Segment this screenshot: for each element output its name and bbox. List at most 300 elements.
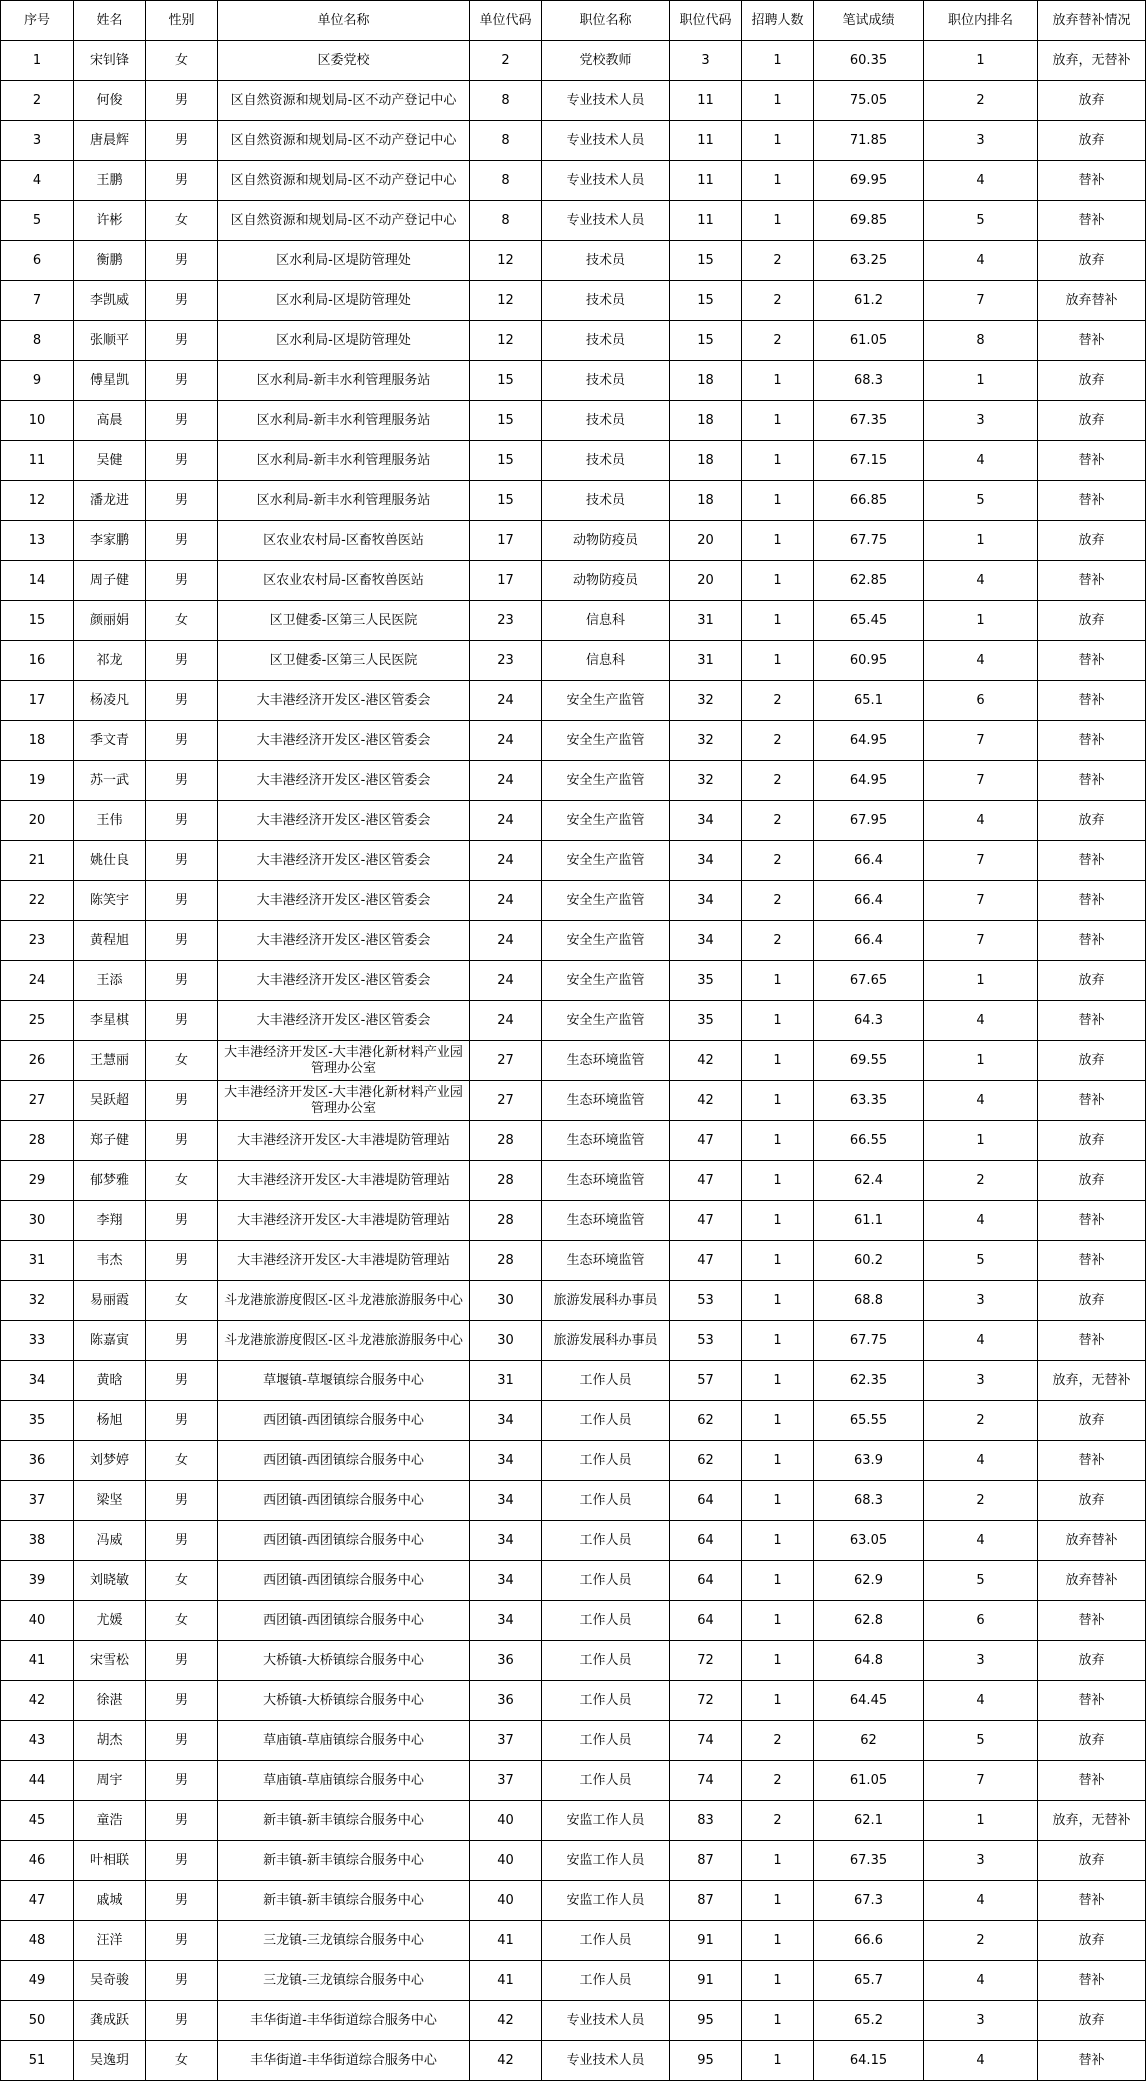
cell-hire-count: 1 xyxy=(742,1241,814,1281)
cell-status: 放弃 xyxy=(1038,81,1146,121)
cell-exam-score: 67.35 xyxy=(814,401,924,441)
cell-gender: 男 xyxy=(146,761,218,801)
cell-unit-name: 草庙镇-草庙镇综合服务中心 xyxy=(218,1721,470,1761)
cell-hire-count: 1 xyxy=(742,401,814,441)
cell-hire-count: 2 xyxy=(742,801,814,841)
cell-unit-code: 34 xyxy=(470,1521,542,1561)
cell-index: 31 xyxy=(1,1241,74,1281)
cell-hire-count: 2 xyxy=(742,281,814,321)
cell-index: 36 xyxy=(1,1441,74,1481)
cell-name: 许彬 xyxy=(74,201,146,241)
cell-hire-count: 1 xyxy=(742,1321,814,1361)
cell-hire-count: 1 xyxy=(742,161,814,201)
cell-hire-count: 1 xyxy=(742,1361,814,1401)
cell-exam-score: 68.3 xyxy=(814,1481,924,1521)
cell-gender: 男 xyxy=(146,241,218,281)
cell-position-name: 信息科 xyxy=(542,601,670,641)
table-row xyxy=(1,761,1146,801)
table-row xyxy=(1,1601,1146,1641)
table-row xyxy=(1,1481,1146,1521)
cell-unit-name: 区自然资源和规划局-区不动产登记中心 xyxy=(218,81,470,121)
cell-name: 韦杰 xyxy=(74,1241,146,1281)
cell-position-rank: 2 xyxy=(924,1481,1038,1521)
cell-position-code: 15 xyxy=(670,321,742,361)
cell-index: 25 xyxy=(1,1001,74,1041)
cell-gender: 女 xyxy=(146,1161,218,1201)
cell-gender: 男 xyxy=(146,881,218,921)
cell-hire-count: 1 xyxy=(742,961,814,1001)
cell-position-rank: 4 xyxy=(924,1961,1038,2001)
cell-exam-score: 64.45 xyxy=(814,1681,924,1721)
cell-position-rank: 5 xyxy=(924,481,1038,521)
header-col-position-name: 职位名称 xyxy=(542,1,670,41)
cell-position-rank: 4 xyxy=(924,1681,1038,1721)
cell-index: 7 xyxy=(1,281,74,321)
cell-hire-count: 2 xyxy=(742,321,814,361)
cell-index: 1 xyxy=(1,41,74,81)
table-row xyxy=(1,961,1146,1001)
cell-index: 16 xyxy=(1,641,74,681)
cell-index: 47 xyxy=(1,1881,74,1921)
cell-position-rank: 1 xyxy=(924,521,1038,561)
cell-hire-count: 2 xyxy=(742,1721,814,1761)
cell-position-code: 87 xyxy=(670,1881,742,1921)
cell-name: 姚仕良 xyxy=(74,841,146,881)
cell-unit-code: 28 xyxy=(470,1241,542,1281)
cell-position-name: 旅游发展科办事员 xyxy=(542,1321,670,1361)
cell-name: 张顺平 xyxy=(74,321,146,361)
table-row xyxy=(1,641,1146,681)
cell-status: 替补 xyxy=(1038,721,1146,761)
table-row xyxy=(1,1401,1146,1441)
cell-hire-count: 1 xyxy=(742,1601,814,1641)
cell-position-rank: 7 xyxy=(924,281,1038,321)
header-col-name: 姓名 xyxy=(74,1,146,41)
header-col-position-code: 职位代码 xyxy=(670,1,742,41)
header-col-hire-count: 招聘人数 xyxy=(742,1,814,41)
cell-position-rank: 7 xyxy=(924,761,1038,801)
cell-position-rank: 5 xyxy=(924,1561,1038,1601)
cell-unit-name: 大丰港经济开发区-港区管委会 xyxy=(218,681,470,721)
cell-position-code: 42 xyxy=(670,1041,742,1081)
cell-index: 5 xyxy=(1,201,74,241)
cell-position-rank: 4 xyxy=(924,801,1038,841)
cell-status: 替补 xyxy=(1038,1601,1146,1641)
cell-exam-score: 60.2 xyxy=(814,1241,924,1281)
cell-status: 替补 xyxy=(1038,561,1146,601)
cell-position-rank: 2 xyxy=(924,1401,1038,1441)
cell-exam-score: 62.85 xyxy=(814,561,924,601)
cell-position-rank: 4 xyxy=(924,1881,1038,1921)
cell-unit-name: 区水利局-新丰水利管理服务站 xyxy=(218,481,470,521)
cell-hire-count: 1 xyxy=(742,481,814,521)
cell-position-rank: 2 xyxy=(924,1921,1038,1961)
cell-gender: 男 xyxy=(146,361,218,401)
cell-position-code: 47 xyxy=(670,1201,742,1241)
cell-exam-score: 71.85 xyxy=(814,121,924,161)
cell-hire-count: 1 xyxy=(742,1001,814,1041)
cell-name: 叶相联 xyxy=(74,1841,146,1881)
cell-status: 替补 xyxy=(1038,921,1146,961)
cell-exam-score: 66.6 xyxy=(814,1921,924,1961)
cell-unit-code: 34 xyxy=(470,1401,542,1441)
cell-unit-name: 三龙镇-三龙镇综合服务中心 xyxy=(218,1921,470,1961)
table-row xyxy=(1,1201,1146,1241)
cell-gender: 男 xyxy=(146,1361,218,1401)
cell-status: 替补 xyxy=(1038,1321,1146,1361)
cell-index: 20 xyxy=(1,801,74,841)
cell-unit-code: 31 xyxy=(470,1361,542,1401)
cell-position-code: 3 xyxy=(670,41,742,81)
cell-hire-count: 1 xyxy=(742,441,814,481)
cell-position-name: 工作人员 xyxy=(542,1361,670,1401)
cell-gender: 男 xyxy=(146,1801,218,1841)
cell-position-name: 工作人员 xyxy=(542,1761,670,1801)
cell-hire-count: 1 xyxy=(742,1921,814,1961)
cell-name: 梁坚 xyxy=(74,1481,146,1521)
cell-position-code: 18 xyxy=(670,361,742,401)
cell-unit-code: 34 xyxy=(470,1441,542,1481)
cell-position-code: 20 xyxy=(670,561,742,601)
table-row xyxy=(1,801,1146,841)
cell-hire-count: 1 xyxy=(742,2001,814,2041)
cell-position-code: 34 xyxy=(670,921,742,961)
cell-position-name: 生态环境监管 xyxy=(542,1161,670,1201)
cell-exam-score: 60.35 xyxy=(814,41,924,81)
cell-position-code: 47 xyxy=(670,1121,742,1161)
cell-position-code: 15 xyxy=(670,281,742,321)
cell-exam-score: 66.4 xyxy=(814,841,924,881)
cell-exam-score: 68.3 xyxy=(814,361,924,401)
cell-exam-score: 63.05 xyxy=(814,1521,924,1561)
cell-index: 44 xyxy=(1,1761,74,1801)
cell-gender: 男 xyxy=(146,1641,218,1681)
cell-hire-count: 1 xyxy=(742,1881,814,1921)
cell-gender: 男 xyxy=(146,1961,218,2001)
cell-index: 17 xyxy=(1,681,74,721)
cell-unit-code: 15 xyxy=(470,361,542,401)
cell-position-rank: 7 xyxy=(924,1761,1038,1801)
cell-index: 26 xyxy=(1,1041,74,1081)
cell-position-name: 技术员 xyxy=(542,281,670,321)
cell-hire-count: 1 xyxy=(742,201,814,241)
cell-gender: 女 xyxy=(146,41,218,81)
cell-unit-code: 30 xyxy=(470,1321,542,1361)
cell-gender: 男 xyxy=(146,161,218,201)
table-row xyxy=(1,1241,1146,1281)
cell-position-name: 旅游发展科办事员 xyxy=(542,1281,670,1321)
cell-index: 8 xyxy=(1,321,74,361)
cell-unit-code: 23 xyxy=(470,601,542,641)
cell-status: 替补 xyxy=(1038,1241,1146,1281)
cell-position-rank: 7 xyxy=(924,841,1038,881)
cell-unit-name: 区自然资源和规划局-区不动产登记中心 xyxy=(218,201,470,241)
cell-status: 放弃 xyxy=(1038,1401,1146,1441)
cell-status: 替补 xyxy=(1038,1081,1146,1121)
cell-hire-count: 1 xyxy=(742,1041,814,1081)
cell-exam-score: 65.45 xyxy=(814,601,924,641)
cell-position-name: 技术员 xyxy=(542,401,670,441)
cell-hire-count: 1 xyxy=(742,641,814,681)
cell-position-name: 安全生产监管 xyxy=(542,761,670,801)
table-row xyxy=(1,281,1146,321)
cell-unit-name: 大丰港经济开发区-港区管委会 xyxy=(218,761,470,801)
cell-position-rank: 6 xyxy=(924,1601,1038,1641)
cell-hire-count: 1 xyxy=(742,81,814,121)
table-row xyxy=(1,1641,1146,1681)
cell-index: 40 xyxy=(1,1601,74,1641)
cell-gender: 男 xyxy=(146,1761,218,1801)
cell-name: 宋雪松 xyxy=(74,1641,146,1681)
cell-exam-score: 64.8 xyxy=(814,1641,924,1681)
cell-hire-count: 1 xyxy=(742,1641,814,1681)
cell-unit-code: 15 xyxy=(470,401,542,441)
cell-name: 尤媛 xyxy=(74,1601,146,1641)
cell-unit-name: 丰华街道-丰华街道综合服务中心 xyxy=(218,2001,470,2041)
cell-position-code: 32 xyxy=(670,761,742,801)
cell-unit-code: 27 xyxy=(470,1081,542,1121)
cell-position-name: 工作人员 xyxy=(542,1921,670,1961)
cell-unit-name: 西团镇-西团镇综合服务中心 xyxy=(218,1401,470,1441)
header-col-index: 序号 xyxy=(1,1,74,41)
cell-unit-name: 西团镇-西团镇综合服务中心 xyxy=(218,1601,470,1641)
cell-status: 放弃，无替补 xyxy=(1038,1361,1146,1401)
cell-unit-code: 24 xyxy=(470,1001,542,1041)
cell-position-code: 42 xyxy=(670,1081,742,1121)
cell-exam-score: 64.3 xyxy=(814,1001,924,1041)
cell-unit-name: 西团镇-西团镇综合服务中心 xyxy=(218,1441,470,1481)
cell-index: 35 xyxy=(1,1401,74,1441)
cell-gender: 男 xyxy=(146,121,218,161)
cell-unit-code: 24 xyxy=(470,881,542,921)
cell-name: 刘梦婷 xyxy=(74,1441,146,1481)
table-row xyxy=(1,81,1146,121)
table-row xyxy=(1,1721,1146,1761)
cell-position-rank: 3 xyxy=(924,1641,1038,1681)
cell-exam-score: 62.35 xyxy=(814,1361,924,1401)
cell-position-rank: 1 xyxy=(924,961,1038,1001)
cell-position-name: 工作人员 xyxy=(542,1481,670,1521)
cell-hire-count: 2 xyxy=(742,241,814,281)
cell-gender: 男 xyxy=(146,1321,218,1361)
cell-status: 替补 xyxy=(1038,321,1146,361)
cell-position-name: 安全生产监管 xyxy=(542,1001,670,1041)
cell-index: 9 xyxy=(1,361,74,401)
cell-position-code: 18 xyxy=(670,401,742,441)
cell-status: 放弃，无替补 xyxy=(1038,41,1146,81)
cell-position-rank: 6 xyxy=(924,681,1038,721)
cell-position-name: 技术员 xyxy=(542,481,670,521)
cell-hire-count: 1 xyxy=(742,1521,814,1561)
cell-name: 吴奇骏 xyxy=(74,1961,146,2001)
cell-name: 苏一武 xyxy=(74,761,146,801)
cell-position-code: 34 xyxy=(670,881,742,921)
cell-index: 15 xyxy=(1,601,74,641)
cell-unit-code: 8 xyxy=(470,201,542,241)
table-row xyxy=(1,1161,1146,1201)
cell-position-code: 57 xyxy=(670,1361,742,1401)
header-row xyxy=(1,1,1146,41)
cell-unit-code: 12 xyxy=(470,241,542,281)
cell-hire-count: 1 xyxy=(742,2041,814,2081)
cell-gender: 男 xyxy=(146,681,218,721)
cell-position-name: 安监工作人员 xyxy=(542,1841,670,1881)
cell-unit-code: 24 xyxy=(470,921,542,961)
cell-gender: 男 xyxy=(146,961,218,1001)
cell-name: 高晨 xyxy=(74,401,146,441)
cell-gender: 男 xyxy=(146,921,218,961)
cell-position-rank: 3 xyxy=(924,2001,1038,2041)
cell-gender: 男 xyxy=(146,721,218,761)
cell-status: 替补 xyxy=(1038,1881,1146,1921)
cell-position-name: 生态环境监管 xyxy=(542,1121,670,1161)
cell-unit-code: 24 xyxy=(470,761,542,801)
cell-index: 2 xyxy=(1,81,74,121)
cell-index: 33 xyxy=(1,1321,74,1361)
cell-position-name: 工作人员 xyxy=(542,1441,670,1481)
cell-index: 32 xyxy=(1,1281,74,1321)
cell-position-rank: 8 xyxy=(924,321,1038,361)
cell-status: 放弃替补 xyxy=(1038,1521,1146,1561)
cell-gender: 男 xyxy=(146,801,218,841)
cell-name: 王慧丽 xyxy=(74,1041,146,1081)
cell-status: 放弃 xyxy=(1038,1721,1146,1761)
cell-position-rank: 7 xyxy=(924,881,1038,921)
cell-unit-name: 区水利局-区堤防管理处 xyxy=(218,241,470,281)
cell-status: 放弃 xyxy=(1038,1481,1146,1521)
cell-status: 放弃 xyxy=(1038,1841,1146,1881)
cell-name: 傅星凯 xyxy=(74,361,146,401)
cell-position-rank: 3 xyxy=(924,1281,1038,1321)
header-col-unit-code: 单位代码 xyxy=(470,1,542,41)
cell-index: 13 xyxy=(1,521,74,561)
table-row xyxy=(1,1121,1146,1161)
cell-position-code: 91 xyxy=(670,1961,742,2001)
cell-status: 替补 xyxy=(1038,761,1146,801)
cell-unit-name: 丰华街道-丰华街道综合服务中心 xyxy=(218,2041,470,2081)
cell-index: 42 xyxy=(1,1681,74,1721)
cell-hire-count: 1 xyxy=(742,561,814,601)
cell-index: 45 xyxy=(1,1801,74,1841)
table-row xyxy=(1,1281,1146,1321)
cell-position-name: 生态环境监管 xyxy=(542,1041,670,1081)
cell-position-code: 35 xyxy=(670,961,742,1001)
cell-name: 戚城 xyxy=(74,1881,146,1921)
cell-unit-name: 区农业农村局-区畜牧兽医站 xyxy=(218,561,470,601)
cell-exam-score: 65.2 xyxy=(814,2001,924,2041)
cell-position-code: 62 xyxy=(670,1441,742,1481)
cell-position-name: 专业技术人员 xyxy=(542,201,670,241)
cell-name: 宋钊锋 xyxy=(74,41,146,81)
cell-position-code: 31 xyxy=(670,641,742,681)
cell-position-rank: 2 xyxy=(924,1161,1038,1201)
table-row xyxy=(1,1001,1146,1041)
cell-unit-code: 17 xyxy=(470,521,542,561)
cell-gender: 男 xyxy=(146,1881,218,1921)
cell-exam-score: 66.55 xyxy=(814,1121,924,1161)
cell-position-rank: 4 xyxy=(924,161,1038,201)
cell-unit-name: 大丰港经济开发区-港区管委会 xyxy=(218,721,470,761)
cell-status: 替补 xyxy=(1038,201,1146,241)
cell-exam-score: 67.35 xyxy=(814,1841,924,1881)
cell-position-name: 工作人员 xyxy=(542,1641,670,1681)
cell-position-name: 安全生产监管 xyxy=(542,841,670,881)
cell-unit-code: 24 xyxy=(470,681,542,721)
cell-name: 吴跃超 xyxy=(74,1081,146,1121)
cell-position-code: 32 xyxy=(670,721,742,761)
cell-status: 放弃 xyxy=(1038,521,1146,561)
cell-hire-count: 1 xyxy=(742,1121,814,1161)
cell-position-code: 53 xyxy=(670,1281,742,1321)
cell-unit-code: 40 xyxy=(470,1881,542,1921)
cell-position-rank: 2 xyxy=(924,81,1038,121)
cell-status: 放弃 xyxy=(1038,1041,1146,1081)
cell-unit-name: 西团镇-西团镇综合服务中心 xyxy=(218,1481,470,1521)
cell-position-rank: 4 xyxy=(924,441,1038,481)
cell-position-name: 技术员 xyxy=(542,361,670,401)
cell-unit-code: 41 xyxy=(470,1921,542,1961)
cell-name: 祁龙 xyxy=(74,641,146,681)
cell-unit-code: 41 xyxy=(470,1961,542,2001)
cell-name: 周宇 xyxy=(74,1761,146,1801)
cell-exam-score: 66.4 xyxy=(814,881,924,921)
cell-index: 43 xyxy=(1,1721,74,1761)
cell-exam-score: 63.9 xyxy=(814,1441,924,1481)
cell-unit-name: 区自然资源和规划局-区不动产登记中心 xyxy=(218,161,470,201)
cell-index: 21 xyxy=(1,841,74,881)
table-row xyxy=(1,881,1146,921)
cell-gender: 男 xyxy=(146,81,218,121)
cell-exam-score: 65.55 xyxy=(814,1401,924,1441)
cell-name: 周子健 xyxy=(74,561,146,601)
cell-unit-name: 区自然资源和规划局-区不动产登记中心 xyxy=(218,121,470,161)
cell-unit-code: 36 xyxy=(470,1641,542,1681)
table-row xyxy=(1,1561,1146,1601)
cell-position-code: 34 xyxy=(670,801,742,841)
cell-position-code: 72 xyxy=(670,1641,742,1681)
cell-unit-code: 42 xyxy=(470,2041,542,2081)
cell-unit-name: 斗龙港旅游度假区-区斗龙港旅游服务中心 xyxy=(218,1281,470,1321)
cell-position-name: 安全生产监管 xyxy=(542,881,670,921)
cell-status: 替补 xyxy=(1038,881,1146,921)
cell-status: 放弃 xyxy=(1038,361,1146,401)
cell-exam-score: 62.4 xyxy=(814,1161,924,1201)
cell-position-name: 党校教师 xyxy=(542,41,670,81)
table-row xyxy=(1,561,1146,601)
cell-position-rank: 3 xyxy=(924,401,1038,441)
cell-name: 王鹏 xyxy=(74,161,146,201)
cell-gender: 男 xyxy=(146,1481,218,1521)
cell-position-code: 64 xyxy=(670,1521,742,1561)
cell-gender: 男 xyxy=(146,1121,218,1161)
cell-hire-count: 2 xyxy=(742,841,814,881)
cell-position-code: 95 xyxy=(670,2041,742,2081)
cell-hire-count: 1 xyxy=(742,1841,814,1881)
cell-status: 替补 xyxy=(1038,1681,1146,1721)
cell-gender: 男 xyxy=(146,1241,218,1281)
cell-hire-count: 1 xyxy=(742,1561,814,1601)
cell-exam-score: 67.75 xyxy=(814,521,924,561)
cell-status: 替补 xyxy=(1038,481,1146,521)
cell-hire-count: 2 xyxy=(742,881,814,921)
cell-unit-name: 新丰镇-新丰镇综合服务中心 xyxy=(218,1881,470,1921)
cell-status: 放弃 xyxy=(1038,1641,1146,1681)
cell-index: 27 xyxy=(1,1081,74,1121)
cell-unit-code: 34 xyxy=(470,1481,542,1521)
cell-position-rank: 5 xyxy=(924,1721,1038,1761)
cell-gender: 男 xyxy=(146,641,218,681)
cell-position-name: 安全生产监管 xyxy=(542,961,670,1001)
